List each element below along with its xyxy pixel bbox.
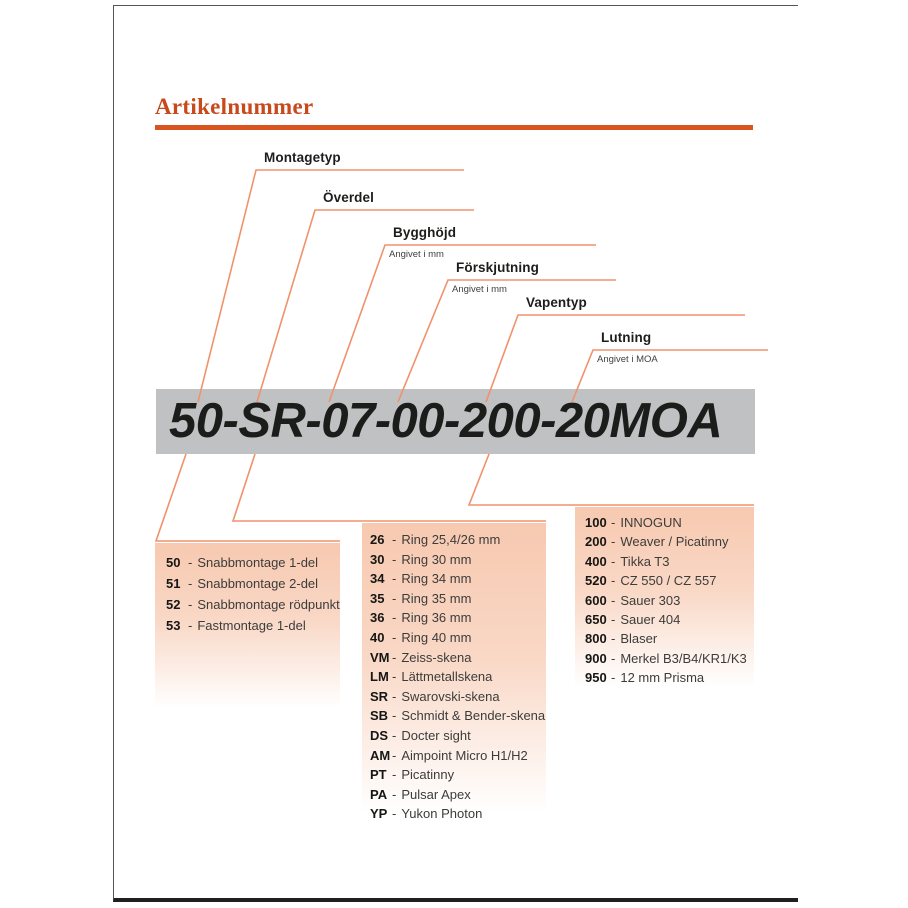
list-item (370, 687, 546, 707)
list-item (166, 573, 340, 594)
item-separator: - (611, 670, 616, 686)
item-label: 12 mm Prisma (620, 670, 705, 686)
item-separator: - (392, 551, 397, 567)
item-separator: - (392, 806, 397, 822)
item-separator: - (188, 576, 193, 591)
list-item (370, 530, 546, 550)
field-label-vapentyp: Vapentyp (526, 295, 587, 310)
item-label: Snabbmontage rödpunkt (197, 597, 340, 612)
list-item (370, 608, 546, 628)
item-separator: - (392, 629, 397, 645)
list-item (585, 668, 754, 687)
item-code: 800 (585, 631, 607, 647)
item-separator: - (611, 553, 616, 569)
item-code: DS (370, 727, 389, 743)
list-item (585, 610, 754, 629)
item-label: Picatinny (401, 767, 455, 783)
item-separator: - (611, 592, 616, 608)
list-item (585, 629, 754, 648)
list-item (370, 667, 546, 687)
item-separator: - (392, 610, 397, 626)
list-item (585, 532, 754, 551)
list-item (370, 648, 546, 668)
item-separator: - (611, 612, 616, 628)
item-separator: - (392, 669, 397, 685)
item-code: SR (370, 688, 389, 704)
list-item (166, 594, 340, 615)
item-code: 900 (585, 650, 607, 666)
item-code: AM (370, 747, 391, 763)
item-label: Schmidt & Bender-skena (401, 708, 546, 724)
item-separator: - (392, 747, 397, 763)
item-separator: - (392, 688, 397, 704)
item-code: 650 (585, 612, 607, 628)
item-code: 400 (585, 553, 607, 569)
item-code: 52 (166, 597, 181, 612)
item-code: YP (370, 806, 388, 822)
item-code: 34 (370, 571, 385, 587)
list-montagetyp-codes (155, 543, 340, 715)
field-label-bygghojd: Bygghöjd (393, 225, 457, 240)
item-separator: - (188, 555, 193, 570)
item-code: 50 (166, 555, 181, 570)
item-code: 36 (370, 610, 385, 626)
item-label: INNOGUN (620, 515, 682, 530)
item-label: Yukon Photon (401, 806, 483, 822)
item-code: 520 (585, 573, 607, 589)
item-code: 200 (585, 534, 607, 550)
list-item (585, 552, 754, 571)
item-label: Fastmontage 1-del (197, 618, 306, 633)
list-item (585, 649, 754, 668)
item-code: 51 (166, 576, 181, 591)
list-item (166, 552, 340, 573)
list-item (585, 591, 754, 610)
list-item (370, 746, 546, 766)
item-separator: - (392, 571, 397, 587)
field-label-montagetyp: Montagetyp (264, 150, 341, 165)
item-separator: - (392, 767, 397, 783)
list-item (370, 628, 546, 648)
item-separator: - (611, 573, 616, 589)
item-separator: - (392, 532, 397, 547)
item-separator: - (611, 650, 616, 666)
list-vapentyp-codes (575, 507, 754, 695)
item-label: Pulsar Apex (401, 786, 471, 802)
item-separator: - (188, 597, 193, 612)
item-code: 40 (370, 629, 385, 645)
item-label: Ring 25,4/26 mm (401, 532, 501, 547)
item-separator: - (392, 649, 397, 665)
item-code: SB (370, 708, 389, 724)
item-separator: - (611, 515, 616, 530)
item-separator: - (392, 708, 397, 724)
field-label-lutning: Lutning (601, 330, 652, 345)
item-code: 26 (370, 532, 385, 547)
list-item (370, 804, 546, 824)
item-code: LM (370, 669, 389, 685)
list-item (370, 785, 546, 805)
item-label: Merkel B3/B4/KR1/K3 (620, 650, 747, 666)
item-code: VM (370, 649, 390, 665)
item-label: Ring 35 mm (401, 590, 472, 606)
field-label-overdel: Överdel (323, 190, 374, 205)
list-item (585, 571, 754, 590)
item-separator: - (392, 727, 397, 743)
item-label: Sauer 303 (620, 592, 681, 608)
list-overdel-codes (362, 523, 546, 825)
field-label-forskjutning: Förskjutning (456, 260, 539, 275)
item-separator: - (611, 631, 616, 647)
list-item (370, 569, 546, 589)
item-label: Sauer 404 (620, 612, 681, 628)
item-label: Zeiss-skena (401, 649, 472, 665)
item-code: PA (370, 786, 388, 802)
item-separator: - (392, 590, 397, 606)
list-item (370, 706, 546, 726)
item-code: 950 (585, 670, 607, 686)
item-separator: - (611, 534, 616, 550)
list-item (166, 615, 340, 636)
item-label: Docter sight (401, 727, 471, 743)
item-label: Ring 30 mm (401, 551, 472, 567)
article-number-bar: 50-SR-07-00-200-20MOA (156, 389, 755, 454)
title-underline (155, 125, 753, 130)
item-label: Lättmetallskena (401, 669, 493, 685)
item-code: PT (370, 767, 387, 783)
item-separator: - (392, 786, 397, 802)
field-note-bygghojd: Angivet i mm (389, 249, 444, 260)
item-label: Snabbmontage 2-del (197, 576, 319, 591)
item-label: Ring 40 mm (401, 629, 472, 645)
list-item (585, 513, 754, 532)
item-label: Blaser (620, 631, 658, 647)
item-code: 30 (370, 551, 385, 567)
item-code: 53 (166, 618, 181, 633)
list-item (370, 589, 546, 609)
item-label: Tikka T3 (620, 553, 670, 569)
item-label: CZ 550 / CZ 557 (620, 573, 717, 589)
item-label: Aimpoint Micro H1/H2 (401, 747, 528, 763)
page-title: Artikelnummer (155, 94, 314, 119)
item-label: Weaver / Picatinny (620, 534, 729, 550)
field-note-forskjutning: Angivet i mm (452, 284, 507, 295)
item-code: 100 (585, 515, 607, 530)
item-code: 35 (370, 590, 385, 606)
item-separator: - (188, 618, 193, 633)
item-label: Ring 34 mm (401, 571, 472, 587)
list-item (370, 550, 546, 570)
list-item (370, 726, 546, 746)
item-code: 600 (585, 592, 607, 608)
list-item (370, 765, 546, 785)
item-label: Swarovski-skena (401, 688, 500, 704)
item-label: Ring 36 mm (401, 610, 472, 626)
field-note-lutning: Angivet i MOA (597, 354, 658, 365)
item-label: Snabbmontage 1-del (197, 555, 319, 570)
